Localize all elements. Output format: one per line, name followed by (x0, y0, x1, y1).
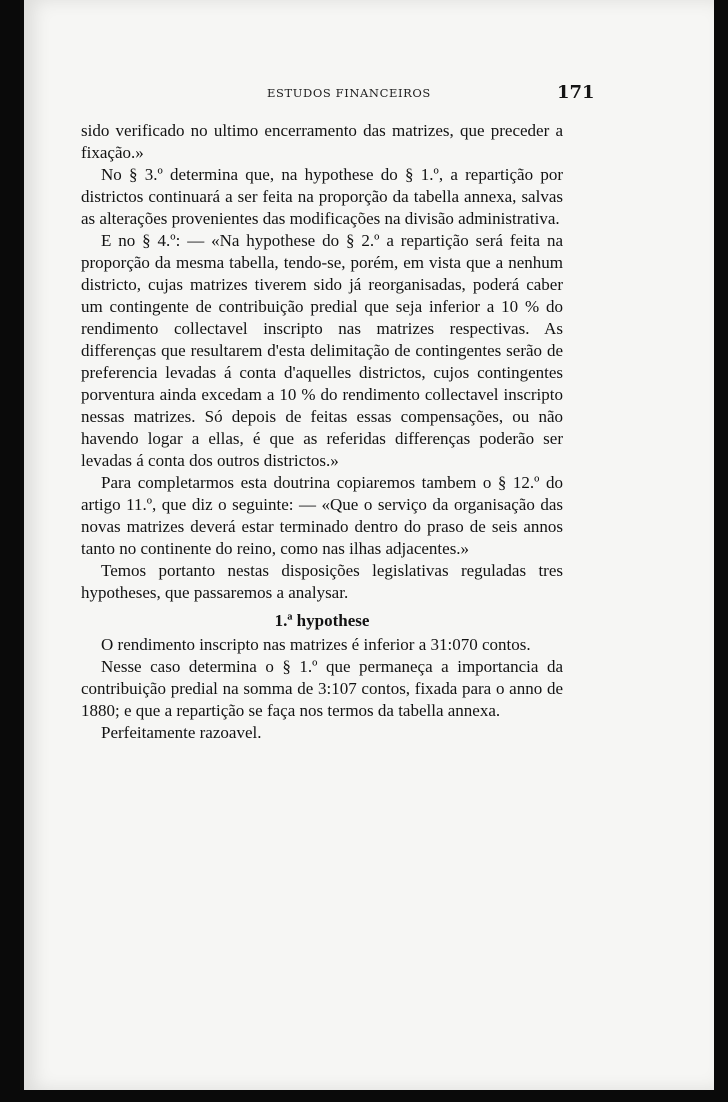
page-number: 171 (557, 82, 595, 103)
paragraph-article-11: Para completarmos esta doutrina copiaremos tambem o § 12.º do artigo 11.º, que diz o seguinte: — «Que o serviço da organisação das novas matrizes deverá estar terminado dentro do praso de seis annos tanto no continente do reino, como nas ilhas adjacentes.» (81, 473, 563, 558)
paragraph-determination: Nesse caso determina o § 1.º que permaneça a importancia da contribuição predial na somma de 3:107 contos, fixada para o anno de 1880; e que a repartição se faça nos termos da tabella annexa. (81, 657, 563, 720)
paragraph-section-4: E no § 4.º: — «Na hypothese do § 2.º a repartição será feita na proporção da mesma tabella, tendo-se, porém, em vista que a nenhum districto, cujas matrizes tiverem sido já reorganisadas, poderá caber um contingente de contribuição predial que seja inferior a 10 % do rendimento collectavel inscripto nas matrizes respectivas. As differenças que resultarem d'esta delimitação de contingentes serão de preferencia levadas á conta d'aquelles districtos, cujos contingentes porventura ainda excedam a 10 % do rendimento collectavel inscripto nessas matrizes. Só depois de feitas essas compensações, ou não havendo logar a ellas, é que as referidas differenças poderão ser levadas á conta dos outros districtos.» (81, 231, 563, 470)
paragraph-three-hypotheses: Temos portanto nestas disposições legislativas reguladas tres hypotheses, que passaremos a analysar. (81, 561, 563, 602)
paragraph-section-3: No § 3.º determina que, na hypothese do § 1.º, a repartição por districtos continuará a ser feita na proporção da tabella annexa, salvas as alterações provenientes das modificações na divisão administrativa. (81, 165, 563, 228)
section-heading: 1.ª hypothese (274, 611, 370, 630)
running-header: ESTUDOS FINANCEIROS (267, 86, 431, 100)
paragraph-conclusion: Perfeitamente razoavel. (101, 723, 262, 742)
paragraph-continuation: sido verificado no ultimo encerramento das matrizes, que preceder a fixação.» (81, 121, 563, 162)
paragraph-hypothesis-statement: O rendimento inscripto nas matrizes é inferior a 31:070 contos. (101, 635, 531, 654)
page-body (81, 120, 563, 744)
